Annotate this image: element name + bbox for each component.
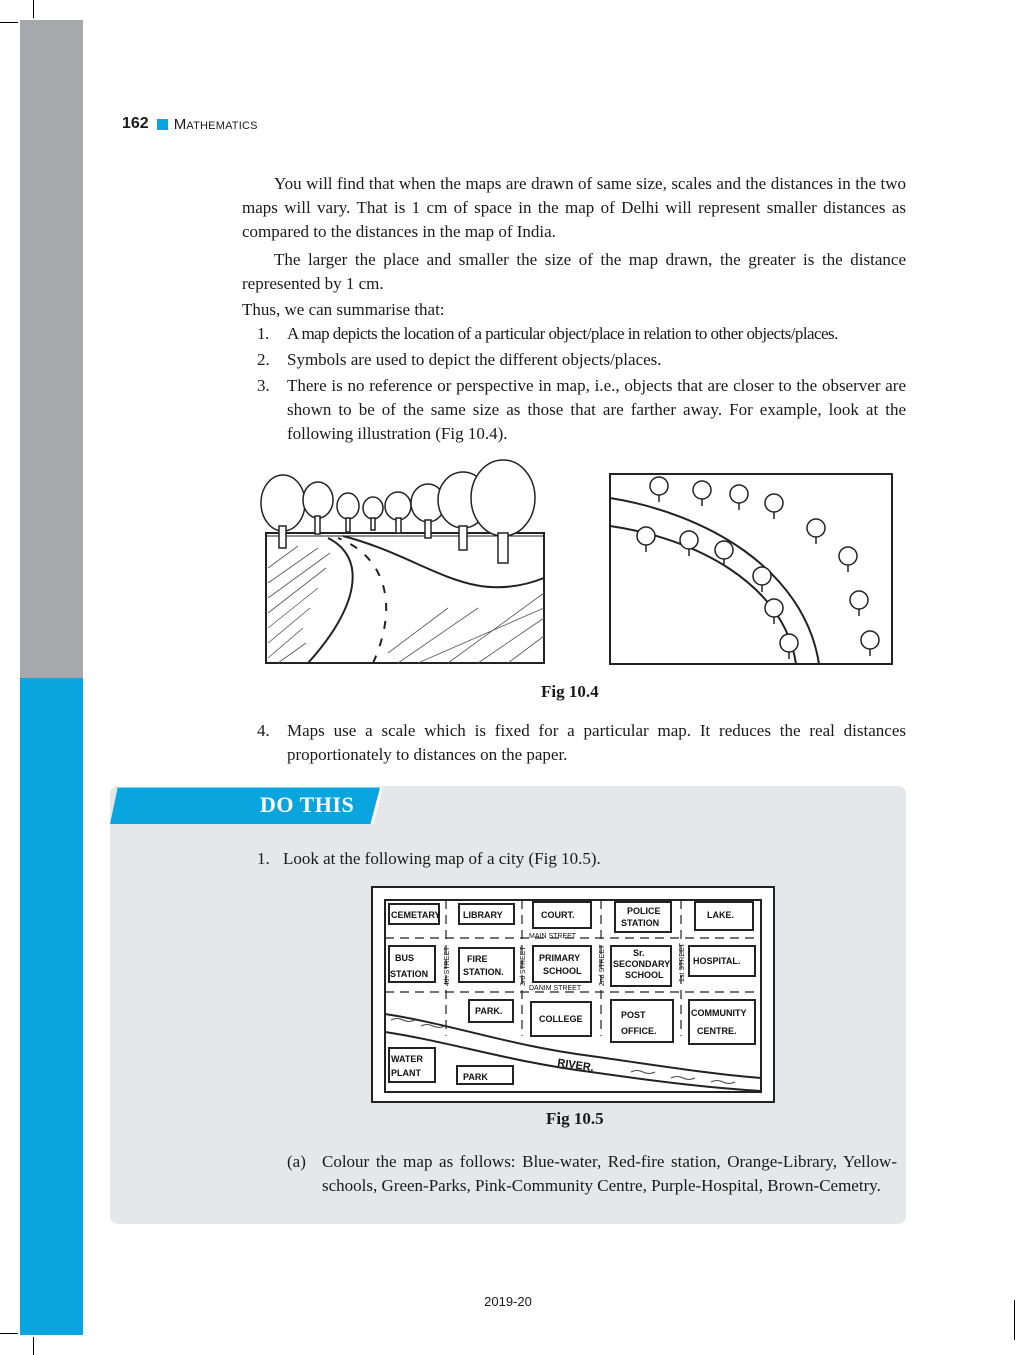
do-this-heading: DO THIS xyxy=(260,792,355,817)
crop-mark xyxy=(33,1337,34,1355)
map-label-4th-street: 4th STREET xyxy=(444,946,451,986)
perspective-road-illustration xyxy=(248,458,548,668)
subitem-text: Colour the map as follows: Blue-water, Red-fire station, Orange-Library, Yellow-schools, Green-Parks, Pink-Community Centre, Purple-Hospital, Brown-Cemetry. xyxy=(322,1152,897,1195)
margin-band-gray xyxy=(20,20,83,678)
header-square-icon xyxy=(157,119,168,130)
figure-caption-10-5: Fig 10.5 xyxy=(546,1109,604,1128)
summary-item-number: 2. xyxy=(257,350,270,369)
map-label-water-plant: PLANT xyxy=(391,1068,421,1078)
margin-band-blue xyxy=(20,678,83,1335)
summary-item xyxy=(257,719,906,767)
map-label-post-office: OFFICE. xyxy=(621,1026,657,1036)
paragraph-scales: You will find that when the maps are drawn of same size, scales and the distances in the two maps will vary. That is 1 cm of space in the map of Delhi will represent smaller distances as compared to the distances in the map of India. xyxy=(242,174,906,241)
map-label-bus-station: STATION xyxy=(390,969,429,979)
map-label-2nd-street: 2nd STREET xyxy=(599,944,606,986)
map-label-court: COURT. xyxy=(541,910,575,920)
map-label-park: PARK xyxy=(463,1072,488,1082)
summary-item-text: Maps use a scale which is fixed for a particular map. It reduces the real distances proportionately to distances on the paper. xyxy=(287,721,906,764)
paragraph-larger-place: The larger the place and smaller the size of the map drawn, the greater is the distance represented by 1 cm. xyxy=(242,250,906,293)
paragraph-summarise: Thus, we can summarise that: xyxy=(242,300,445,319)
map-label-hospital: HOSPITAL. xyxy=(693,956,741,966)
map-label-main-street: MAIN STREET xyxy=(529,933,577,940)
map-label-secondary-school: SECONDARY xyxy=(613,959,671,969)
subitem-label: (a) xyxy=(287,1152,306,1171)
book-title: Mathematics xyxy=(173,115,258,133)
summary-item-text: There is no reference or perspective in map, i.e., objects that are closer to the observer are shown to be of the same size as those that are farther away. For example, look at the following illustration (Fig 10.4). xyxy=(287,376,906,443)
map-label-community-centre: COMMUNITY xyxy=(691,1008,747,1018)
map-label-police: STATION xyxy=(621,918,660,928)
question-number: 1. xyxy=(257,849,270,868)
plan-view-road-illustration xyxy=(604,468,896,670)
map-label-secondary-school: SCHOOL xyxy=(625,970,664,980)
map-label-primary-school: PRIMARY xyxy=(539,953,581,963)
crop-mark xyxy=(33,0,34,18)
summary-item-number: 1. xyxy=(257,324,269,343)
summary-item xyxy=(257,374,906,446)
figure-caption-10-4: Fig 10.4 xyxy=(541,682,599,701)
page-number: 162 xyxy=(122,115,149,132)
map-label-fire-station: STATION. xyxy=(463,967,504,977)
footer-year: 2019-20 xyxy=(484,1294,532,1309)
map-label-community-centre: CENTRE. xyxy=(697,1026,737,1036)
map-label-college: COLLEGE xyxy=(539,1014,583,1024)
map-label-library: LIBRARY xyxy=(463,910,503,920)
map-label-lake: LAKE. xyxy=(707,910,734,920)
map-label-park: PARK. xyxy=(475,1006,503,1016)
summary-item xyxy=(257,348,906,372)
crop-mark xyxy=(0,22,18,23)
map-label-primary-school: SCHOOL xyxy=(543,966,582,976)
map-label-police: POLICE xyxy=(627,906,661,916)
question-text: Look at the following map of a city (Fig 10.5). xyxy=(283,849,601,868)
map-label-water-plant: WATER xyxy=(391,1054,423,1064)
do-this-question xyxy=(257,847,601,871)
map-label-bus-station: BUS xyxy=(395,953,415,963)
do-this-subitem xyxy=(287,1150,897,1198)
summary-item xyxy=(257,322,906,346)
summary-item-text: Symbols are used to depict the different objects/places. xyxy=(287,350,662,369)
map-label-post-office: POST xyxy=(621,1010,646,1020)
crop-mark xyxy=(0,1333,18,1334)
map-label-1st-street: 1st STREET xyxy=(679,943,686,982)
map-label-river: RIVER. xyxy=(556,1057,595,1075)
map-label-danim-street: DANIM STREET xyxy=(529,985,582,992)
summary-item-number: 3. xyxy=(257,376,270,395)
city-map-illustration xyxy=(371,886,775,1104)
map-label-secondary-school: Sr. xyxy=(633,948,645,958)
map-label-3rd-street: 3rd STREET xyxy=(520,946,527,986)
map-label-cemetary: CEMETARY xyxy=(391,910,441,920)
map-label-fire-station: FIRE xyxy=(467,954,488,964)
summary-item-number: 4. xyxy=(257,721,270,740)
running-header xyxy=(122,115,258,133)
summary-item-text: A map depicts the location of a particular object/place in relation to other objects/places. xyxy=(287,324,838,343)
